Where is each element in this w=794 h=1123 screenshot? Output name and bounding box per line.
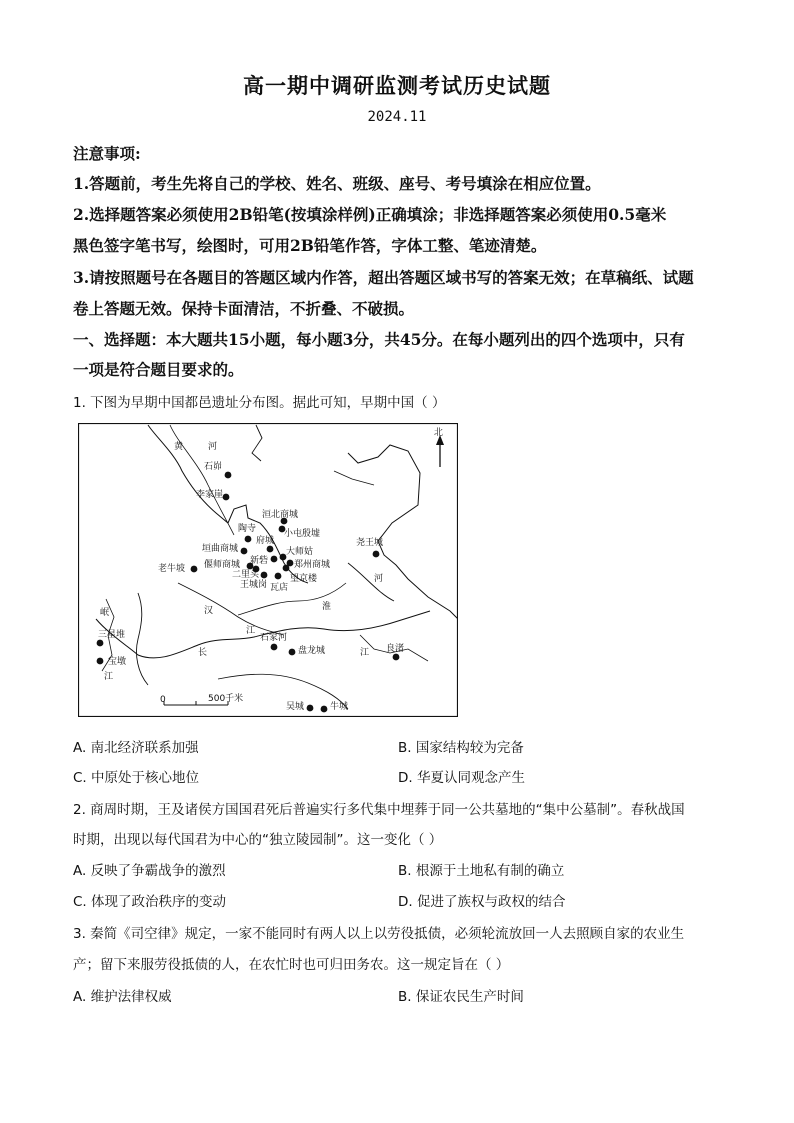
site-label: 宝墩 [108,657,127,667]
site-dot [245,536,252,543]
site-dot [225,472,232,479]
site-dot [191,566,198,573]
site-label: 二里头 [232,570,260,580]
notice-item-3-line-2: 卷上答题无效。保持卡面清洁，不折叠、不破损。 [73,299,415,318]
question-2-option-b[interactable]: B. 根源于土地私有制的确立 [398,863,565,879]
river-label: 江 [104,672,114,682]
scale-zero: 0 [160,695,166,705]
site-label: 望京楼 [290,574,318,584]
question-3-stem-line-2: 产；留下来服劳役抵债的人，在农忙时也可归田务农。这一规定旨在（ ） [73,957,510,973]
exam-date: 2024.11 [367,109,427,125]
site-label: 李家崖 [196,490,224,500]
river-label: 江 [246,626,256,636]
site-label: 新砦 [250,556,269,566]
question-2-option-a[interactable]: A. 反映了争霸战争的激烈 [73,863,226,879]
map-site [287,558,330,570]
site-label: 偃师商城 [204,560,241,570]
question-1-option-c[interactable]: C. 中原处于核心地位 [73,770,200,786]
site-label: 盘龙城 [298,646,326,656]
question-1-option-d[interactable]: D. 华夏认同观念产生 [398,770,525,786]
site-label: 尧王城 [356,538,384,548]
site-dot [261,572,268,579]
site-dot [289,649,296,656]
site-dot [271,556,278,563]
river-label: 河 [208,442,218,452]
question-2-option-d[interactable]: D. 促进了族权与政权的结合 [398,894,566,910]
section-heading-line-1: 一、选择题：本大题共15小题，每小题3分，共45分。在每小题列出的四个选项中，只有 [73,330,685,349]
site-dot [241,548,248,555]
question-1-option-a[interactable]: A. 南北经济联系加强 [73,740,199,756]
river-label: 黄 [174,442,184,452]
site-label: 小屯殷墟 [284,529,321,539]
question-2-stem-line-2: 时期，出现以每代国君为中心的“独立陵园制”。这一变化（ ） [73,832,443,848]
notice-item-1: 1.答题前，考生先将自己的学校、姓名、班级、座号、考号填涂在相应位置。 [73,174,601,193]
river-label: 河 [374,574,384,584]
site-dot [97,658,104,665]
scale-label: 500千米 [208,694,244,704]
site-label: 府城 [256,536,275,546]
site-dot [275,573,282,580]
question-3-stem-line-1: 3. 秦简《司空律》规定，一家不能同时有两人以上以劳役抵债，必须轮流放回一人去照顾自家的农业生 [73,926,685,942]
exam-title: 高一期中调研监测考试历史试题 [243,73,551,98]
site-label: 瓦店 [270,583,289,593]
site-label: 大师姑 [286,547,314,557]
site-label: 吴城 [286,702,305,712]
notice-item-3-line-1: 3.请按照题号在各题目的答题区域内作答，超出答题区域书写的答案无效；在草稿纸、试题 [73,268,694,287]
site-label: 郑州商城 [294,560,331,570]
river-label: 长 [198,648,208,658]
question-3-option-a[interactable]: A. 维护法律权威 [73,989,172,1005]
site-dot [307,705,314,712]
early-china-sites-map [78,423,458,717]
site-dot [271,644,278,651]
site-label: 良渚 [386,644,405,654]
site-label: 三星堆 [98,630,126,640]
site-dot [97,640,104,647]
question-2-stem-line-1: 2. 商周时期，王及诸侯方国国君死后普遍实行多代集中埋葬于同一公共墓地的“集中公墓制”。春秋战国 [73,802,685,818]
site-label: 王城岗 [240,580,268,590]
site-label: 老牛坡 [158,564,186,574]
site-label: 洹北商城 [262,510,299,520]
river-label: 江 [360,648,370,658]
site-label: 石家河 [260,633,288,643]
north-label: 北 [434,428,444,438]
site-dot [223,494,230,501]
site-dot [393,654,400,661]
section-heading-line-2: 一项是符合题目要求的。 [73,360,244,379]
notice-item-2-line-2: 黑色签字笔书写，绘图时，可用2B铅笔作答，字体工整、笔迹清楚。 [73,236,547,255]
question-1-option-b[interactable]: B. 国家结构较为完备 [398,740,524,756]
site-label: 石峁 [204,462,223,472]
site-label: 牛城 [330,702,349,712]
notice-heading: 注意事项: [73,144,141,163]
site-dot [321,706,328,713]
river-label: 汉 [204,606,214,616]
site-label: 陶寺 [238,524,257,534]
river-label: 岷 [100,608,110,618]
question-1-stem: 1. 下图为早期中国都邑遗址分布图。据此可知，早期中国（ ） [73,395,446,411]
question-3-option-b[interactable]: B. 保证农民生产时间 [398,989,524,1005]
site-dot [373,551,380,558]
notice-item-2-line-1: 2.选择题答案必须使用2B铅笔(按填涂样例)正确填涂；非选择题答案必须使用0.5毫米 [73,205,667,224]
site-dot [283,565,290,572]
site-dot [267,546,274,553]
site-label: 垣曲商城 [202,544,239,554]
river-label: 淮 [322,602,332,612]
question-2-option-c[interactable]: C. 体现了政治秩序的变动 [73,894,227,910]
